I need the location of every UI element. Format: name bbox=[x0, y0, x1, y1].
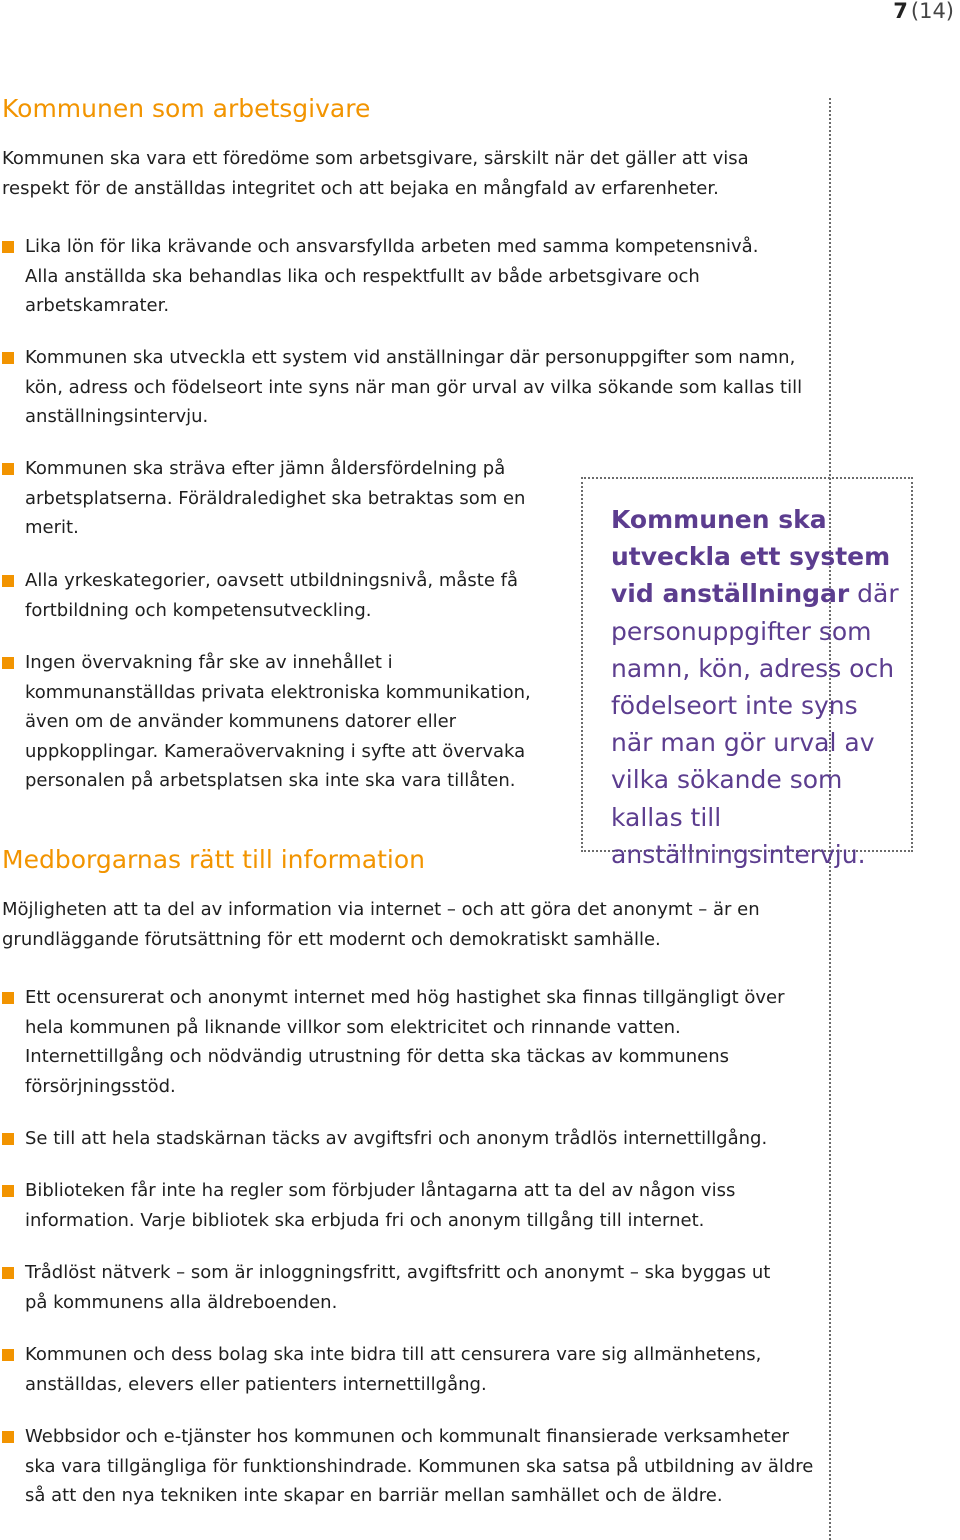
list-item bbox=[0, 1258, 795, 1317]
pull-quote bbox=[581, 477, 913, 869]
list-item bbox=[0, 232, 785, 321]
pull-quote-text: där personuppgifter som namn, kön, adress och födelseort inte syns när man gör urval av vilka sökande som kallas till anställningsintervju. bbox=[611, 579, 899, 869]
page-number-total: (14) bbox=[910, 0, 954, 23]
list-item-text: Alla yrkeskategorier, oavsett utbildningsnivå, måste få fortbildning och kompetensutveckling. bbox=[25, 570, 519, 621]
bullet-square-icon bbox=[2, 352, 14, 364]
list-item-text: Ingen övervakning får ske av innehållet i kommunanställdas privata elektroniska kommunikation, även om de använder kommunens datorer eller uppkopplingar. Kameraövervakning i syfte att övervaka personalen på arbetsplatsen ska inte ska vara tillåten. bbox=[25, 652, 531, 791]
list-item-text: Webbsidor och e-tjänster hos kommunen och kommunalt finansierade verksamheter ska vara tillgängliga för funktionshindrade. Kommunen ska satsa på utbildning av äldre så att den nya tekniken inte skapar en barriär mellan samhället och de äldre. bbox=[25, 1426, 814, 1506]
list-item-text: Kommunen ska utveckla ett system vid anställningar där personuppgifter som namn, kön, adress och födelseort inte syns när man gör urval av vilka sökande som kallas till anställningsintervju. bbox=[25, 347, 803, 427]
bullet-square-icon bbox=[2, 1349, 14, 1361]
bullet-square-icon bbox=[2, 463, 14, 475]
bullet-square-icon bbox=[2, 1431, 14, 1443]
bullet-square-icon bbox=[2, 657, 14, 669]
list-item-text: Ett ocensurerat och anonymt internet med hög hastighet ska finnas tillgängligt över hela kommunen på liknande villkor som elektricitet och rinnande vatten. Internettillgång och nödvändig utrustning för detta ska täckas av kommunens försörjningsstöd. bbox=[25, 987, 785, 1097]
list-item-text: Trådlöst nätverk – som är inloggningsfritt, avgiftsfritt och anonymt – ska byggas ut på kommunens alla äldreboenden. bbox=[25, 1262, 771, 1313]
list-item-text: Kommunen ska sträva efter jämn åldersfördelning på arbetsplatserna. Föräldraledighet ska betraktas som en merit. bbox=[25, 458, 526, 538]
page-number-current: 7 bbox=[893, 0, 908, 23]
list-item bbox=[0, 343, 810, 432]
section-heading-employer: Kommunen som arbetsgivare bbox=[2, 94, 371, 123]
page-number bbox=[893, 0, 954, 23]
bullet-square-icon bbox=[2, 241, 14, 253]
list-item bbox=[0, 454, 565, 543]
pull-quote-emphasis: Kommunen ska utveckla ett system vid anställningar bbox=[611, 505, 891, 609]
bullet-square-icon bbox=[2, 992, 14, 1004]
list-item-text: Lika lön för lika krävande och ansvarsfyllda arbeten med samma kompetensnivå. Alla anställda ska behandlas lika och respektfullt av både arbetsgivare och arbetskamrater. bbox=[25, 236, 759, 316]
list-item bbox=[0, 1124, 825, 1154]
list-item-text: Kommunen och dess bolag ska inte bidra till att censurera vare sig allmänhetens, anställdas, elevers eller patienters internettillgång. bbox=[25, 1344, 762, 1395]
section-intro-employer: Kommunen ska vara ett föredöme som arbetsgivare, särskilt när det gäller att visa respekt för de anställdas integritet och att bejaka en mångfald av erfarenheter. bbox=[2, 148, 749, 199]
bullet-square-icon bbox=[2, 575, 14, 587]
list-item-text: Se till att hela stadskärnan täcks av avgiftsfri och anonym trådlös internettillgång. bbox=[25, 1128, 768, 1149]
section-heading-information: Medborgarnas rätt till information bbox=[2, 845, 426, 874]
list-item bbox=[0, 648, 565, 796]
bullet-square-icon bbox=[2, 1267, 14, 1279]
list-item-text: Biblioteken får inte ha regler som förbjuder låntagarna att ta del av någon viss information. Varje bibliotek ska erbjuda fri och anonym tillgång till internet. bbox=[25, 1180, 736, 1231]
bullet-square-icon bbox=[2, 1185, 14, 1197]
list-item bbox=[0, 566, 565, 625]
list-item bbox=[0, 1422, 815, 1511]
bullet-square-icon bbox=[2, 1133, 14, 1145]
list-item bbox=[0, 1176, 785, 1235]
section-intro-information: Möjligheten att ta del av information via internet – och att göra det anonymt – är en grundläggande förutsättning för ett modernt och demokratiskt samhälle. bbox=[2, 899, 760, 950]
list-item bbox=[0, 1340, 815, 1399]
list-item bbox=[0, 983, 785, 1101]
